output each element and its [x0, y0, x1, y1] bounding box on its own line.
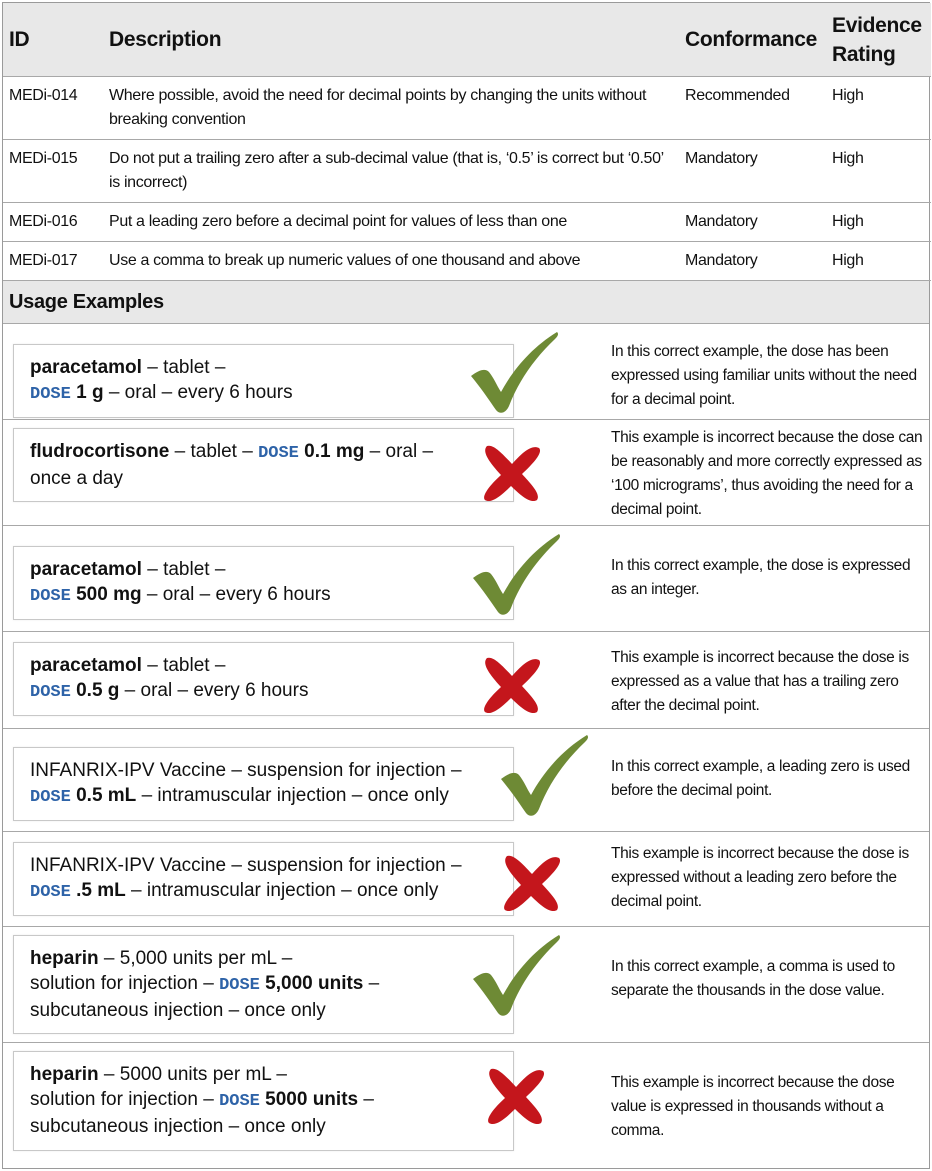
route-frequency: –: [363, 972, 380, 994]
dose-value: 1 g: [76, 381, 104, 403]
medication-name: paracetamol: [30, 356, 142, 378]
dose-label: DOSE: [30, 882, 71, 902]
usage-examples-heading: Usage Examples: [3, 281, 929, 324]
rule-evidence: High: [826, 241, 931, 280]
rule-evidence: High: [826, 76, 931, 139]
usage-example: [3, 927, 929, 1043]
dose-value: 5,000 units: [265, 972, 364, 994]
usage-example: [3, 324, 929, 420]
example-prescription: [13, 642, 514, 716]
rule-description: Use a comma to break up numeric values of one thousand and above: [103, 241, 679, 280]
route-frequency-cont: subcutaneous injection – once only: [30, 1115, 326, 1137]
header-evidence-rating: [826, 3, 931, 76]
rule-conformance: Mandatory: [679, 241, 826, 280]
dose-value: 5000 units: [265, 1088, 359, 1110]
rule-description: Where possible, avoid the need for decimal points by changing the units without breaking convention: [103, 76, 679, 139]
rule-conformance: Mandatory: [679, 139, 826, 202]
header-evidence-line2: Rating: [832, 43, 896, 66]
example-prescription: [13, 1051, 514, 1151]
dose-label: DOSE: [30, 384, 71, 404]
example-explanation: In this correct example, a comma is used to separate the thousands in the dose value.: [611, 957, 895, 999]
rule-id: MEDi-016: [3, 202, 103, 241]
dose-label: DOSE: [30, 682, 71, 702]
route-frequency: – oral –: [364, 440, 434, 462]
example-prescription: [13, 344, 514, 418]
medication-form: – 5000 units per mL –: [98, 1063, 287, 1085]
usage-example: [3, 420, 929, 526]
dose-label: DOSE: [258, 443, 299, 463]
usage-examples: [3, 324, 929, 1160]
dose-value: .5 mL: [76, 879, 126, 901]
cross-icon: [479, 442, 545, 504]
route-frequency: – oral – every 6 hours: [141, 583, 331, 605]
route-frequency: – oral – every 6 hours: [103, 381, 293, 403]
cross-icon: [479, 654, 545, 716]
medication-form: – tablet –: [141, 654, 226, 676]
medication-form: – tablet –: [141, 558, 226, 580]
route-frequency: –: [358, 1088, 374, 1110]
medication-name: fludrocortisone: [30, 440, 170, 462]
rule-id: MEDi-017: [3, 241, 103, 280]
dose-value: 0.5 mL: [76, 784, 137, 806]
dose-value: 0.5 g: [76, 679, 120, 701]
rule-conformance: Recommended: [679, 76, 826, 139]
table-header-row: [3, 3, 931, 76]
example-explanation: In this correct example, the dose has been expressed using familiar units without the need for a decimal point.: [611, 342, 917, 408]
medication-form: – 5,000 units per mL –: [98, 947, 293, 969]
dose-label: DOSE: [219, 975, 260, 995]
medication-name: heparin: [30, 1063, 99, 1085]
table-row: [3, 241, 931, 280]
checkmark-icon: [499, 733, 591, 819]
medication-name: paracetamol: [30, 654, 142, 676]
table-row: [3, 202, 931, 241]
checkmark-icon: [471, 532, 563, 618]
usage-example: [3, 1043, 929, 1160]
medication-line: INFANRIX-IPV Vaccine – suspension for injection –: [30, 854, 462, 876]
header-id: ID: [3, 3, 103, 76]
example-explanation: This example is incorrect because the dose is expressed as a value that has a trailing zero after the decimal point.: [611, 648, 909, 714]
dose-label: DOSE: [219, 1091, 260, 1111]
medication-form: – tablet –: [169, 440, 259, 462]
usage-example: [3, 832, 929, 927]
medication-line: INFANRIX-IPV Vaccine – suspension for injection –: [30, 759, 462, 781]
route-frequency: – intramuscular injection – once only: [136, 784, 449, 806]
medication-name: heparin: [30, 947, 99, 969]
rule-description: Do not put a trailing zero after a sub-decimal value (that is, ‘0.5’ is correct but ‘0.50’ is incorrect): [103, 139, 679, 202]
example-prescription: [13, 747, 514, 821]
checkmark-icon: [471, 933, 563, 1019]
table-row: [3, 76, 931, 139]
example-explanation: This example is incorrect because the dose value is expressed in thousands without a comma.: [611, 1073, 895, 1139]
route-frequency-cont: subcutaneous injection – once only: [30, 999, 326, 1021]
dose-value: 0.1 mg: [304, 440, 365, 462]
example-explanation: This example is incorrect because the dose is expressed without a leading zero before the decimal point.: [611, 844, 909, 910]
route-frequency: – intramuscular injection – once only: [125, 879, 439, 901]
example-explanation: This example is incorrect because the dose can be reasonably and more correctly expressed as ‘100 micrograms’, thus avoiding the need for a decimal point.: [611, 428, 923, 518]
example-explanation: In this correct example, a leading zero is used before the decimal point.: [611, 757, 910, 799]
medication-form: – tablet –: [141, 356, 226, 378]
dose-value: 500 mg: [76, 583, 142, 605]
medication-name: paracetamol: [30, 558, 142, 580]
medication-form-detail: solution for injection –: [30, 1088, 220, 1110]
example-prescription: [13, 935, 514, 1034]
rule-evidence: High: [826, 202, 931, 241]
rule-description: Put a leading zero before a decimal point for values of less than one: [103, 202, 679, 241]
rule-conformance: Mandatory: [679, 202, 826, 241]
header-description: Description: [103, 3, 679, 76]
medication-form-detail: solution for injection –: [30, 972, 220, 994]
rule-id: MEDi-015: [3, 139, 103, 202]
rules-table: [3, 3, 931, 281]
usage-example: [3, 729, 929, 832]
dose-label: DOSE: [30, 586, 71, 606]
rule-evidence: High: [826, 139, 931, 202]
example-explanation: In this correct example, the dose is expressed as an integer.: [611, 556, 911, 598]
cross-icon: [483, 1065, 549, 1127]
route-frequency: – oral – every 6 hours: [119, 679, 309, 701]
guidance-document: [2, 2, 930, 1169]
example-prescription: [13, 842, 514, 916]
cross-icon: [499, 852, 565, 914]
example-prescription: [13, 546, 514, 620]
header-evidence-line1: Evidence: [832, 14, 922, 37]
table-row: [3, 139, 931, 202]
usage-example: [3, 632, 929, 729]
usage-example: [3, 526, 929, 632]
header-conformance: Conformance: [679, 3, 826, 76]
checkmark-icon: [469, 330, 561, 416]
dose-label: DOSE: [30, 787, 71, 807]
example-prescription: [13, 428, 514, 502]
rule-id: MEDi-014: [3, 76, 103, 139]
route-frequency-cont: once a day: [30, 467, 123, 489]
